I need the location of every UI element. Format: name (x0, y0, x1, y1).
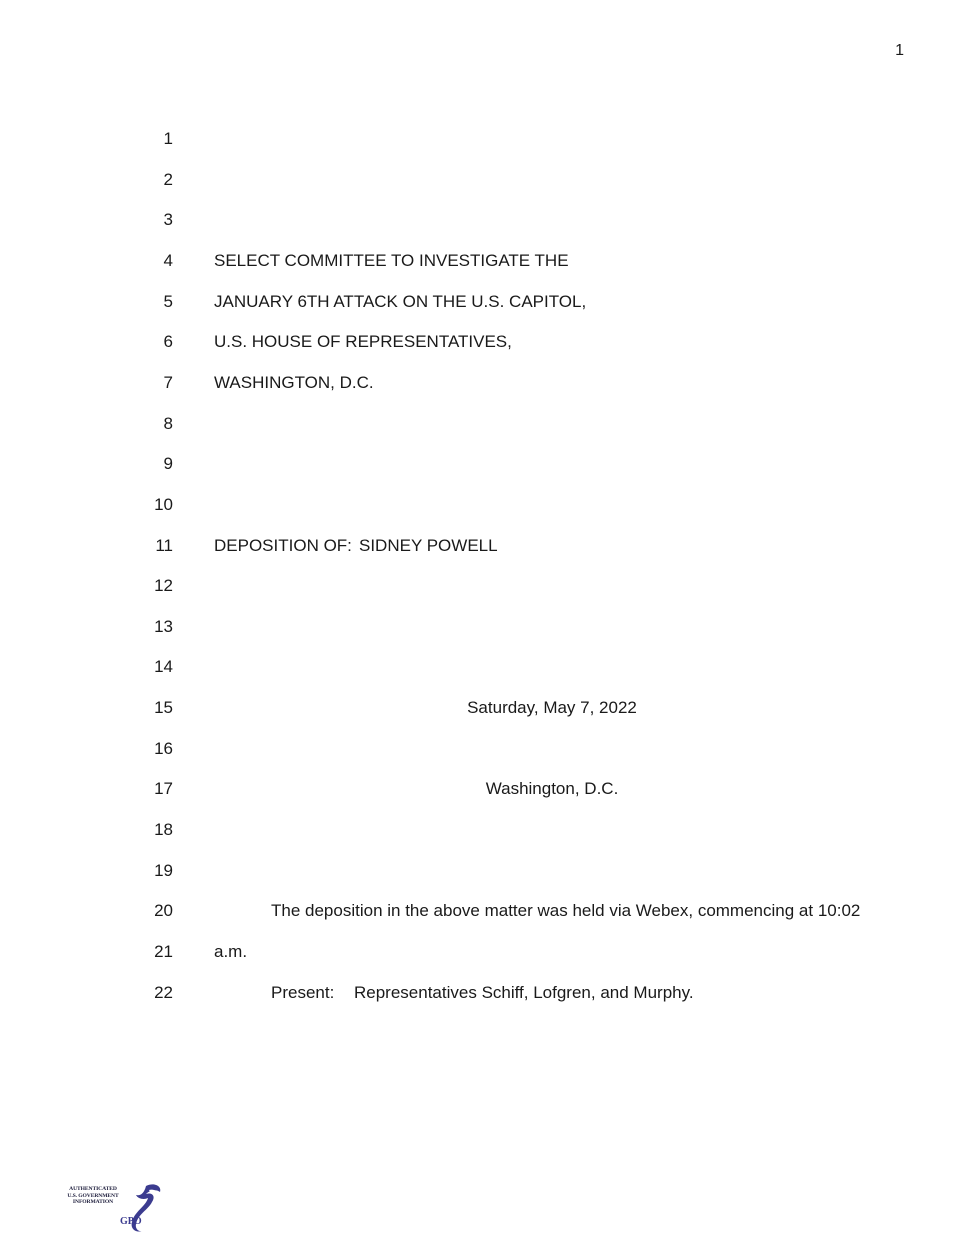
line-number: 1 (163, 129, 173, 148)
line-text: The deposition in the above matter was held via Webex, commencing at 10:02 (271, 901, 861, 920)
line-number: 13 (154, 617, 173, 636)
transcript-line (0, 655, 960, 679)
gpo-eagle-icon (116, 1180, 164, 1234)
page-number: 1 (895, 42, 904, 59)
transcript-line (0, 818, 960, 842)
transcript-line (0, 330, 960, 354)
line-text (214, 534, 498, 558)
line-number: 4 (163, 251, 173, 270)
gpo-logo-mark-text: GPO (120, 1216, 142, 1227)
transcript-line (0, 615, 960, 639)
line-number: 18 (154, 820, 173, 839)
line-text: a.m. (214, 942, 248, 961)
line-text: Washington, D.C. (485, 779, 619, 798)
transcript-line (0, 696, 960, 720)
gpo-logo-line-2: U.S. GOVERNMENT (67, 1192, 119, 1199)
transcript-line (0, 290, 960, 314)
transcript-line (0, 168, 960, 192)
line-number: 14 (154, 657, 173, 676)
line-number: 6 (163, 332, 173, 351)
transcript-line (0, 574, 960, 598)
line-text: JANUARY 6TH ATTACK ON THE U.S. CAPITOL, (214, 292, 587, 311)
line-text: Saturday, May 7, 2022 (467, 698, 637, 717)
transcript-line (0, 777, 960, 801)
present-label: Present: (271, 983, 335, 1002)
line-number: 3 (163, 210, 173, 229)
line-number: 15 (154, 698, 173, 717)
transcript-line (0, 452, 960, 476)
line-number: 20 (154, 901, 173, 920)
line-text (271, 981, 694, 1005)
line-number: 17 (154, 779, 173, 798)
line-number: 12 (154, 576, 173, 595)
transcript-line (0, 859, 960, 883)
line-number: 11 (155, 536, 173, 555)
line-number: 22 (154, 983, 173, 1002)
gpo-authentication-logo (58, 1180, 162, 1234)
line-number: 16 (154, 739, 173, 758)
gpo-logo-line-3: INFORMATION (72, 1199, 114, 1206)
transcript-line (0, 127, 960, 151)
gpo-logo-line-1: AUTHENTICATED (69, 1186, 117, 1192)
transcript-line (0, 737, 960, 761)
transcript-line (0, 371, 960, 395)
transcript-line (0, 208, 960, 232)
line-text: WASHINGTON, D.C. (214, 373, 374, 392)
transcript-line (0, 249, 960, 273)
transcript-line (0, 534, 960, 558)
line-number: 19 (154, 861, 173, 880)
line-text: SELECT COMMITTEE TO INVESTIGATE THE (214, 251, 569, 270)
transcript-line (0, 940, 960, 964)
line-number: 10 (154, 495, 173, 514)
line-number: 2 (163, 170, 173, 189)
present-members: Representatives Schiff, Lofgren, and Murphy. (354, 983, 694, 1002)
line-number: 9 (163, 454, 173, 473)
line-text: U.S. HOUSE OF REPRESENTATIVES, (214, 332, 512, 351)
deposition-label: DEPOSITION OF: (214, 536, 352, 555)
transcript-line (0, 493, 960, 517)
transcript-line (0, 981, 960, 1005)
deponent-name: SIDNEY POWELL (359, 536, 498, 555)
line-number: 7 (163, 373, 173, 392)
transcript-line (0, 899, 960, 923)
line-number: 5 (163, 292, 173, 311)
transcript-line (0, 412, 960, 436)
line-number: 21 (154, 942, 173, 961)
line-number: 8 (163, 414, 173, 433)
